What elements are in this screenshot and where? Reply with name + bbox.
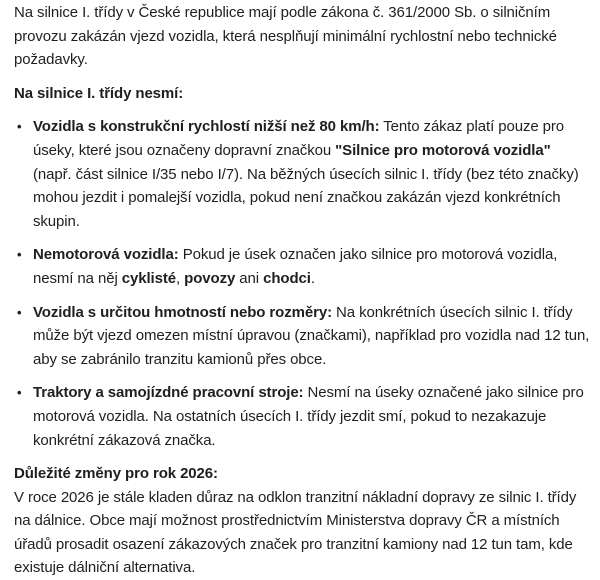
list-item-weight-dimensions: [14, 301, 592, 372]
item-text: Pokud je úsek označen jako silnice pro motorová vozidla, nesmí na něj: [33, 246, 558, 287]
bullet-icon: •: [17, 119, 22, 135]
item-text: .: [310, 269, 315, 287]
changes-paragraph: V roce 2026 je stále kladen důraz na odklon tranzitní nákladní dopravy ze silnic I. třídy na dálnice. Obce mají možnost prostřednictvím Ministerstva dopravy ČR a místních úřadů prosadit osazení zákazových značek pro tranzitní kamiony nad 12 tun tam, kde existuje dálniční alternativa.: [14, 488, 577, 577]
item-separator: ani: [235, 269, 264, 287]
item-emphasis-pedestrians: chodci: [263, 269, 311, 287]
item-text: (např. část silnice I/35 nebo I/7). Na běžných úsecích silnic I. třídy (bez této značky) mohou jezdit i pomalejší vozidla, pokud není značkou zakázán vjezd konkrétních skupin.: [33, 165, 579, 230]
list-item-non-motor-vehicles: [14, 243, 592, 290]
list-item-slow-vehicles: [14, 115, 592, 233]
item-separator: ,: [176, 269, 185, 287]
intro-paragraph: Na silnice I. třídy v České republice mají podle zákona č. 361/2000 Sb. o silničním provozu zakázán vjezd vozidla, která nesplňují minimální rychlostní nebo technické požadavky.: [14, 4, 557, 69]
item-title: Nemotorová vozidla:: [33, 246, 179, 264]
item-text: Tento zákaz platí pouze pro úseky, které jsou označeny dopravní značkou: [33, 118, 565, 159]
item-title: Vozidla s konstrukční rychlostí nižší než 80 km/h:: [33, 118, 380, 136]
item-emphasis-carts: povozy: [184, 269, 236, 287]
bullet-icon: •: [17, 247, 22, 263]
item-title: Traktory a samojízdné pracovní stroje:: [33, 384, 304, 402]
restrictions-list: [14, 115, 592, 452]
bullet-icon: •: [17, 385, 22, 401]
item-title: Vozidla s určitou hmotností nebo rozměry:: [33, 303, 332, 321]
section-heading: Na silnice I. třídy nesmí:: [14, 84, 184, 102]
item-emphasis-cyclists: cyklisté: [121, 269, 177, 287]
item-text: Nesmí na úseky označené jako silnice pro motorová vozidla. Na ostatních úsecích I. třídy jezdit smí, pokud to nezakazuje konkrétní zákazová značka.: [33, 384, 584, 449]
item-text: Na konkrétních úsecích silnic I. třídy může být vjezd omezen místní úpravou (značkami), například pro vozidla nad 12 tun, aby se zabránilo tranzitu kamionů přes obce.: [33, 303, 590, 368]
bullet-icon: •: [17, 304, 22, 320]
changes-heading: Důležité změny pro rok 2026:: [14, 465, 218, 483]
list-item-tractors: [14, 381, 592, 452]
item-emphasis: "Silnice pro motorová vozidla": [335, 141, 551, 159]
